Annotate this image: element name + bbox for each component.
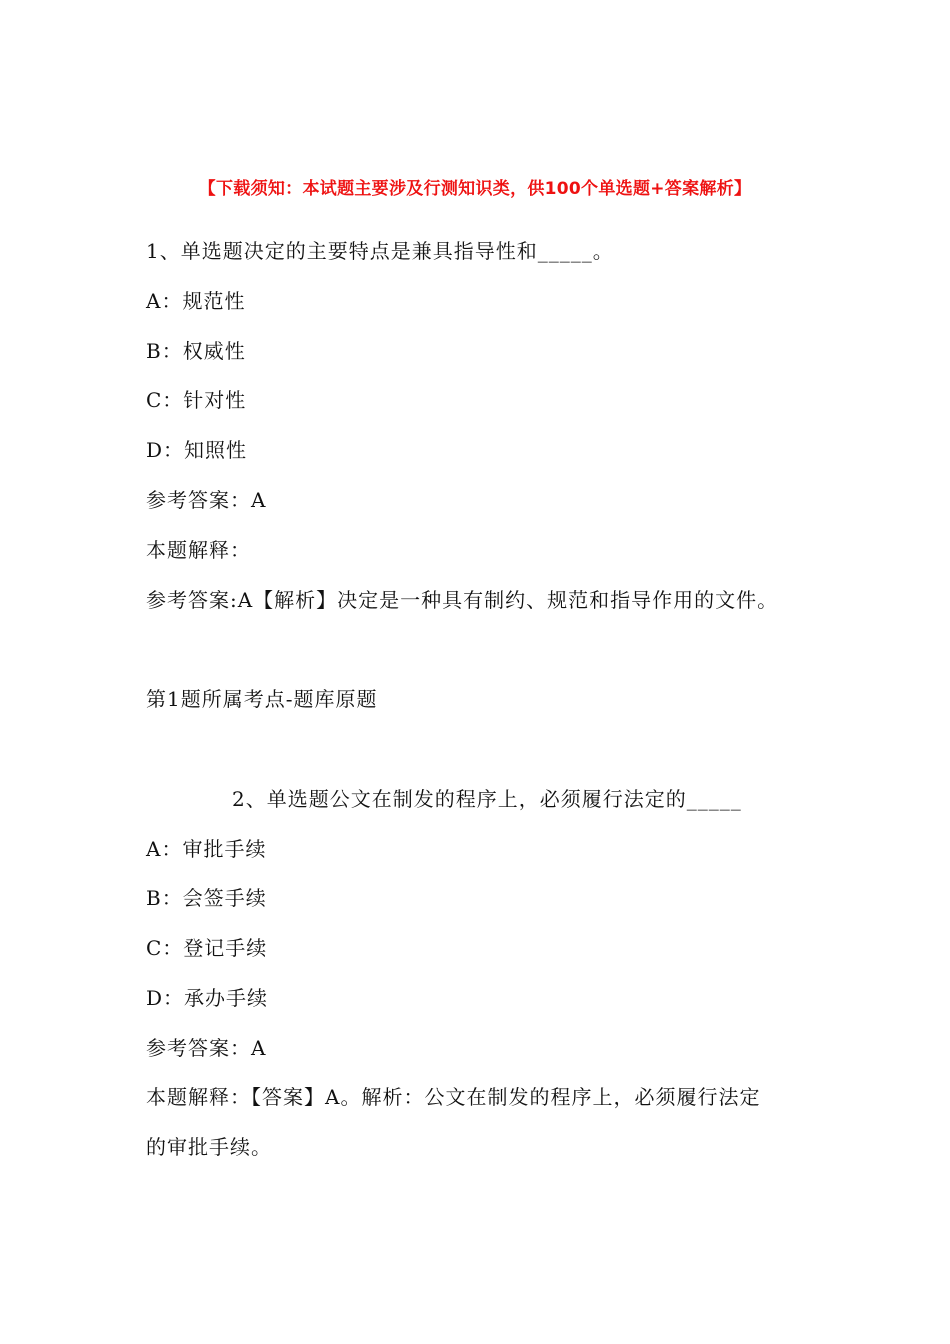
question-1-topic: 第1题所属考点-题库原题 xyxy=(146,687,378,711)
question-1-answer: 参考答案：A xyxy=(146,488,267,512)
question-2-option-a: A：审批手续 xyxy=(146,837,267,861)
question-1-explain-label: 本题解释： xyxy=(146,538,251,562)
question-1-option-d: D：知照性 xyxy=(146,438,248,462)
question-2-answer: 参考答案：A xyxy=(146,1036,267,1060)
question-1-stem: 1、单选题决定的主要特点是兼具指导性和_____。 xyxy=(146,239,614,263)
download-notice: 【下载须知：本试题主要涉及行测知识类，供100个单选题+答案解析】 xyxy=(198,179,752,199)
question-2-explain-line-1: 本题解释：【答案】A。解析：公文在制发的程序上，必须履行法定 xyxy=(146,1085,761,1109)
question-1-explain: 参考答案:A【解析】决定是一种具有制约、规范和指导作用的文件。 xyxy=(146,588,779,612)
question-1-option-a: A：规范性 xyxy=(146,289,246,313)
question-1-option-b: B：权威性 xyxy=(146,339,246,363)
question-2-option-c: C：登记手续 xyxy=(146,936,268,960)
question-2-stem: 2、单选题公文在制发的程序上，必须履行法定的_____ xyxy=(232,787,742,811)
question-2-option-b: B：会签手续 xyxy=(146,886,267,910)
question-2-explain-line-2: 的审批手续。 xyxy=(146,1135,272,1159)
question-1-option-c: C：针对性 xyxy=(146,388,247,412)
question-2-option-d: D：承办手续 xyxy=(146,986,269,1010)
